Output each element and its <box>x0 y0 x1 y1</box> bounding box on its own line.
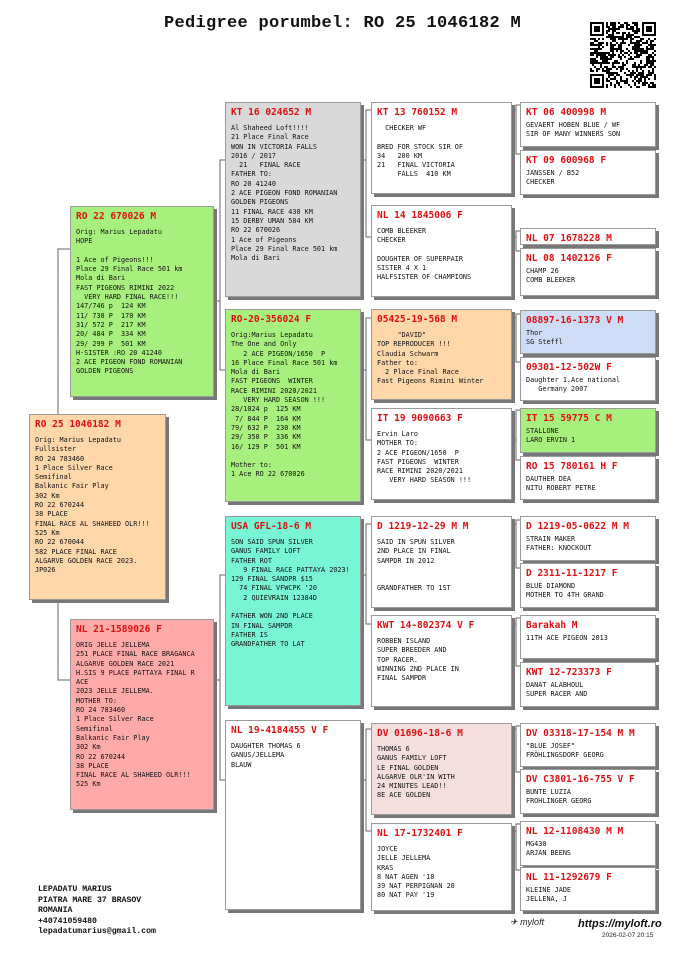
ring-number: IT 19 9090663 F <box>377 413 463 424</box>
ring-number: DV C3801-16-755 V F <box>526 774 635 785</box>
pigeon-notes: STRAIN MAKER FATHER: KNOCKOUT <box>526 535 592 553</box>
ring-number: NL 14 1845006 F <box>377 210 463 221</box>
ring-number: KWT 14-802374 V F <box>377 620 475 631</box>
pedigree-card-ancestor-g5[interactable] <box>520 615 656 659</box>
pedigree-card-ancestor-g5[interactable] <box>520 248 656 296</box>
pedigree-card-ancestor-g5[interactable] <box>520 662 656 707</box>
ring-number: NL 11-1292679 F <box>526 872 612 883</box>
pigeon-notes: KLEINE JADE JELLENA, J <box>526 886 572 904</box>
owner-contact-block: LEPADATU MARIUS PIATRA MARE 37 BRASOV ROMANIA +40741059480 lepadatumarius@gmail.com <box>38 885 156 936</box>
pedigree-card-ancestor-g5[interactable] <box>520 228 656 245</box>
pedigree-card-ancestor[interactable] <box>371 205 512 297</box>
ring-number: KT 09 600968 F <box>526 155 607 166</box>
ring-number: NL 17-1732401 F <box>377 828 463 839</box>
pedigree-card-ancestor-g5[interactable] <box>520 150 656 195</box>
pigeon-notes: 11TH ACE PIGEON 2013 <box>526 634 608 642</box>
pedigree-card-ancestor[interactable] <box>371 309 512 400</box>
brand-name: myloft <box>520 917 545 927</box>
pigeon-notes: BLUE DIAMOND MOTHER TO 4TH GRAND <box>526 582 604 600</box>
ring-number: DV 01696-18-6 M <box>377 728 463 739</box>
pigeon-notes: DAUGHTER THOMAS 6 GANUS/JELLEMA BLAUW <box>231 742 301 769</box>
pedigree-card-grandmother-maternal[interactable] <box>225 720 361 910</box>
pedigree-card-ancestor-g5[interactable] <box>520 408 656 453</box>
pedigree-card-father[interactable] <box>70 206 214 397</box>
pedigree-card-ancestor-g5[interactable] <box>520 867 656 911</box>
ring-number: 05425-19-568 M <box>377 314 458 325</box>
ring-number: KT 16 024652 M <box>231 107 312 118</box>
pedigree-card-ancestor[interactable] <box>371 615 512 707</box>
pigeon-notes: ORIG JELLE JELLEMA 251 PLACE FINAL RACE BRAGANCA ALGARVE GOLDEN RACE 2021 H.SIS 9 PLACE PATTAYA FINAL R ACE 2023 JELLE JELLEMA. MOTHER TO: RO 24 783460 1 Place Silver Race Semifinal Balkanic Fair Play 302 Km RO 22 670244 38 PLACE FINAL RACE AL SHAHEED OLR!!! 525 Km <box>76 641 195 789</box>
pedigree-card-grandfather-maternal[interactable] <box>225 516 361 706</box>
pigeon-notes: DANAT ALABHOUL SUPER RACER AND <box>526 681 588 699</box>
pedigree-card-ancestor-g5[interactable] <box>520 723 656 767</box>
pedigree-card-ancestor[interactable] <box>371 823 512 911</box>
website-link[interactable]: https://myloft.ro <box>578 918 662 930</box>
page-title: Pedigree porumbel: RO 25 1046182 M <box>163 14 522 33</box>
ring-number: RO 22 670026 M <box>76 211 157 222</box>
ring-number: D 2311-11-1217 F <box>526 568 618 579</box>
pedigree-card-ancestor[interactable] <box>371 516 512 608</box>
pigeon-notes: THOMAS 6 GANUS FAMILY LOFT LE FINAL GOLDEN ALGARVE OLR'IN WITH 24 MINUTES LEAD!! 8E ACE GOLDEN <box>377 745 455 800</box>
ring-number: IT 15 59775 C M <box>526 413 612 424</box>
pedigree-card-grandmother-paternal[interactable] <box>225 309 361 502</box>
pedigree-card-ancestor[interactable] <box>371 102 512 194</box>
pigeon-notes: MG430 ARJAN BEENS <box>526 840 572 858</box>
ring-number: 09301-12-502W F <box>526 362 612 373</box>
ring-number: RO 15 780161 H F <box>526 461 618 472</box>
pedigree-card-ancestor-g5[interactable] <box>520 516 656 561</box>
pigeon-notes: Al Shaheed Loft!!!! 21 Place Final Race WON IN VICTORIA FALLS 2016 / 2017 21 FINAL RACE FATHER TO: RO 20 41240 2 ACE PIGEON FOND ROMANIAN GOLDEN PIGEONS 11 FINAL RACE 430 KM 15 DERBY UMAN 584 KM RO 22 670026 1 Ace of Pigeons Place 29 Final Race 501 km Mola di Bari <box>231 124 338 263</box>
pedigree-card-ancestor-g5[interactable] <box>520 310 656 354</box>
pigeon-notes: STALLONE LARO ERVIN 1 <box>526 427 576 445</box>
pedigree-card-ancestor[interactable] <box>371 723 512 815</box>
pedigree-card-ancestor-g5[interactable] <box>520 821 656 866</box>
pigeon-notes: SON SAID SPUN SILVER GANUS FAMILY LOFT FATHER ROT 9 FINAL RACE PATTAYA 2023! 129 FINAL SANDPR $15 74 FINAL VFWCPK '20 2 QUIEVRAIN 12384D FATHER WON 2ND PLACE IN FINAL SAMPDR FATHER IS GRANDFATHER TO LAT <box>231 538 350 649</box>
ring-number: KT 06 400998 M <box>526 107 607 118</box>
pigeon-notes: Orig:Marius Lepadatu The One and Only 2 ACE PIGEON/1650 P 16 Place Final Race 501 km Mola di Bari FAST PIGEONS WINTER RACE RIMINI 2020/2021 VERY HARD SEASON !!! 28/1024 p 125 KM 7/ 844 P 164 KM 79/ 632 P 230 KM 29/ 350 P 336 KM 16/ 129 P 501 KM Mother to: 1 Ace RO 22 670026 <box>231 331 338 479</box>
pedigree-card-ancestor-g5[interactable] <box>520 563 656 608</box>
pigeon-notes: "BLUE JOSEF" FRÖHLINGSDORF GEORG <box>526 742 604 760</box>
ring-number: D 1219-12-29 M M <box>377 521 469 532</box>
ring-number: Barakah M <box>526 620 578 631</box>
ring-number: KT 13 760152 M <box>377 107 458 118</box>
ring-number: KWT 12-723373 F <box>526 667 612 678</box>
pigeon-notes: JOYCE JELLE JELLEMA KRAS 8 NAT AGEN '18 39 NAT PERPIGNAN 20 80 NAT PAY '19 <box>377 845 455 900</box>
pedigree-card-ancestor-g5[interactable] <box>520 456 656 500</box>
ring-number: DV 03318-17-154 M M <box>526 728 635 739</box>
pigeon-notes: CHECKER WF BRED FOR STOCK SIR OF 34 200 KM 21 FINAL VICTORIA FALLS 410 KM <box>377 124 463 179</box>
pigeon-notes: Daughter 1.Ace national Germany 2007 <box>526 376 621 394</box>
pedigree-card-grandfather-paternal[interactable] <box>225 102 361 297</box>
pigeon-notes: COMB BLEEKER CHECKER DOUGHTER OF SUPERPAIR SISTER 4 X 1 HALFSISTER OF CHAMPIONS <box>377 227 472 282</box>
pigeon-notes: SAID IN SPUN SILVER 2ND PLACE IN FINAL SAMPDR IN 2012 GRANDFATHER TO 1ST <box>377 538 455 593</box>
pigeon-notes: BUNTE LUZIA FROHLINGER GEORG <box>526 788 592 806</box>
ring-number: NL 19-4184455 V F <box>231 725 329 736</box>
ring-number: NL 07 1678228 M <box>526 233 612 244</box>
pigeon-notes: CHAMP 26 COMB BLEEKER <box>526 267 576 285</box>
pigeon-notes: Ervin Laro MOTHER TO: 2 ACE PIGEON/1650 P FAST PIGEONS WINTER RACE RIMINI 2020/2021 VERY HARD SEASON !!! <box>377 430 472 485</box>
ring-number: USA GFL-18-6 M <box>231 521 312 532</box>
pedigree-card-mother[interactable] <box>70 619 214 810</box>
pedigree-card-ancestor[interactable] <box>371 408 512 500</box>
pigeon-notes: GEVAERT HOBEN BLUE / WF SIR OF MANY WINNERS SON <box>526 121 621 139</box>
ring-number: NL 08 1402126 F <box>526 253 612 264</box>
pigeon-notes: JANSSEN / B52 CHECKER <box>526 169 580 187</box>
pedigree-card-subject[interactable] <box>29 414 166 600</box>
myloft-logo <box>510 917 544 928</box>
print-timestamp: 2026-02-07 20:15 <box>602 932 654 939</box>
ring-number: D 1219-05-0622 M M <box>526 521 629 532</box>
ring-number: 08897-16-1373 V M <box>526 315 624 326</box>
ring-number: RO-20-356024 F <box>231 314 312 325</box>
ring-number: NL 21-1589026 F <box>76 624 162 635</box>
pigeon-notes: DAUTHER DEA NITU ROBERT PETRE <box>526 475 596 493</box>
pedigree-card-ancestor-g5[interactable] <box>520 357 656 401</box>
ring-number: RO 25 1046182 M <box>35 419 121 430</box>
pigeon-notes: Orig: Marius Lepadatu HOPE 1 Ace of Pigeons!!! Place 29 Final Race 501 km Mola di Bari FAST PIGEONS RIMINI 2022 VERY HARD FINAL RACE!!! 147/746 p 124 KM 11/ 730 P 170 KM 31/ 572 P 217 KM 20/ 484 P 334 KM 29/ 299 P 501 KM H-SISTER :RO 20 41240 2 ACE PIGEON FOND ROMANIAN GOLDEN PIGEONS <box>76 228 183 376</box>
pigeon-logo-icon: ✈ <box>510 917 518 927</box>
pigeon-notes: Orig: Marius Lepadatu Fullsister RO 24 783460 1 Place Silver Race Semifinal Balkanic Fair Play 302 Km RO 22 670244 38 PLACE FINAL RACE AL SHAHEED OLR!!! 525 Km RO 22 670044 582 PLACE FINAL RACE ALGARVE GOLDEN RACE 2023. JP026 <box>35 436 150 575</box>
pedigree-card-ancestor-g5[interactable] <box>520 102 656 147</box>
pigeon-notes: "DAVID" TOP REPRODUCER !!! Claudia Schwarm Father to: 2 Place Final Race Fast Pigeons Rimini Winter <box>377 331 484 386</box>
pedigree-card-ancestor-g5[interactable] <box>520 769 656 814</box>
pigeon-notes: Thor SG Steffl <box>526 329 563 347</box>
pigeon-notes: ROBBEN ISLAND SUPER BREEDER AND TOP RACER. WINNING 2ND PLACE IN FINAL SAMPDR <box>377 637 459 683</box>
ring-number: NL 12-1108430 M M <box>526 826 624 837</box>
